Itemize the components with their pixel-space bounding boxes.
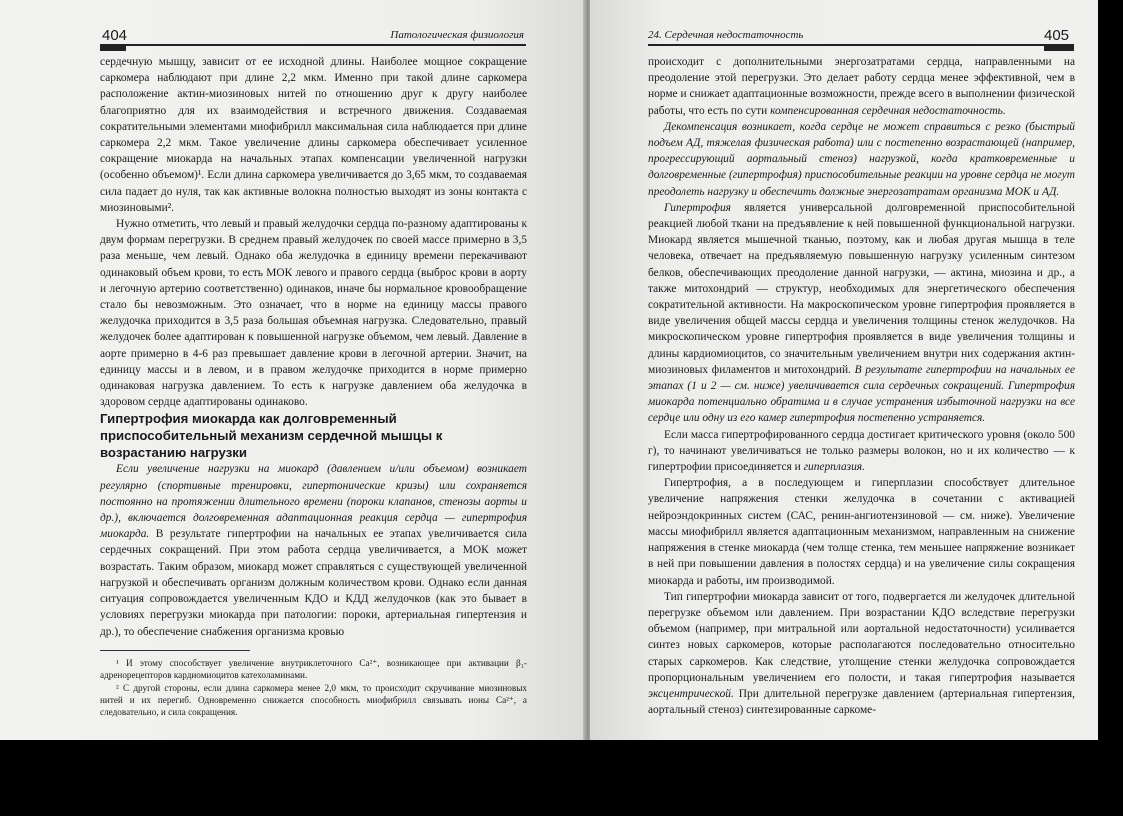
right-text-column <box>648 54 1075 718</box>
right-paragraph-6-italic: эксцентрической. <box>648 687 734 700</box>
right-paragraph-3-text: является универсальной долговременной приспособительной реакцией любой ткани на предъявление к ней повышенной функциональной нагрузки. Миокард является мышечной тканью, поэтому, как и любая другая мышца в теле человека, отвечает на предъявляемую повышенную нагрузку усиленным синтезом белков, обеспечивающих преодоление данной нагрузки, — актина, миозина и др., а также митохондрий — структур, необходимых для энергетического обеспечения сократительной активности. На макроскопическом уровне гипертрофия проявляется в виде увеличения общей массы сердца и увеличения толщины стенок желудочков. На микроскопическом уровне гипертрофия проявляется в виде увеличения толщины и длины кардиомиоцитов, со значительным увеличением внутри них содержания актин-миозиновых филаментов и митохондрий. <box>648 201 1075 376</box>
left-running-head: Патологическая физиология <box>390 29 524 41</box>
left-page-number: 404 <box>102 27 128 44</box>
right-page <box>590 0 1100 740</box>
scan-border <box>1098 0 1123 816</box>
right-header-rule <box>648 44 1074 46</box>
right-paragraph-3-italic-a: Гипертрофия <box>664 201 731 214</box>
left-page <box>0 0 586 740</box>
left-paragraph-2: Нужно отметить, что левый и правый желудочки сердца по-разному адаптированы к двум формам перегрузки. В среднем правый желудочек по своей массе примерно в 3,5 раза меньше, чем левый. Однако оба желудочка в единицу времени перекачивают одинаковый объем крови, то есть МОК левого и правого сердца (выброс крови в аорту и легочную артерию соответственно) одинаков, иначе бы нормальное кровообращение стало бы невозможным. Это означает, что в норме на единицу массы правого желудочка приходится в 3,5 раза большая объемная нагрузка. Следовательно, правый желудочек более адаптирован к повышенной нагрузке объемом, чем левый. Давление в аорте примерно в 4-6 раз превышает давление крови в легочной артерии. Значит, на единицу массы и в левом, и в правом желудочке приходится в норме примерно одинаковая нагрузка давлением. То есть к нагрузке давлением оба желудочка в здоровом сердце адаптированы одинаково. <box>100 218 527 409</box>
right-paragraph-4-text: Если масса гипертрофированного сердца достигает критического уровня (около 500 г), то начинают увеличиваться не только размеры волокон, но и их количество — к гипертрофии присоединяется и <box>648 428 1075 474</box>
right-paragraph-3-italic-b: В результате гипертрофии на начальных ее этапах (1 и 2 — см. ниже) увеличивается сила сердечных сокращений. Гипертрофия миокарда потенциально обратима и в случае устранения избыточной нагрузки на все сердце или одну из его камер гипертрофия постепенно устраняется. <box>648 363 1076 425</box>
right-paragraph-1 <box>648 54 1075 119</box>
left-text-column <box>100 54 527 719</box>
right-paragraph-3 <box>648 200 1075 427</box>
right-paragraph-1-text: происходит с дополнительными энергозатратами сердца, направленными на преодоление этой перегрузки. Это делает работу сердца менее эффективной, чем в норме и снижает адаптационные возможности, прежде всего в выполнении физической работы, что есть по сути <box>648 56 1075 117</box>
right-paragraph-5: Гипертрофия, а в последующем и гиперплазии способствует длительное увеличение напряжения стенки желудочка в сочетании с активацией нейроэндокринных систем (САС, ренин-ангиотензиновой — см. ниже). Увеличение массы миофибрилл является адаптационным механизмом, направленным на снижение напряжения в стенке миокарда (чем толще стенка, тем меньшее напряжение возникает в ней при повышении давления в полостях сердца) и на увеличение силы сокращения миокарда и работы, им производимой. <box>648 477 1075 587</box>
left-paragraph-1: сердечную мышцу, зависит от ее исходной длины. Наиболее мощное сокращение саркомера наблюдают при длине 2,2 мкм. Именно при такой длине саркомера расположение актин-миозиновых нитей по отношению друг к другу наиболее благоприятно для их взаимодействия и встречного движения. Создаваемая сократительными элементами миофибрилл максимальная сила наблюдается при длине саркомера 2,2 мкм. Такое увеличение длины саркомера обеспечивает усиленное сокращение миокарда на начальных этапах компенсации увеличенной нагрузки (особенно объемом)¹. Если длина саркомера увеличивается до 3,65 мкм, то создаваемая сила падает до нуля, так как активные волокна полностью выходят из зоны контакта с миозиновыми². <box>100 56 527 214</box>
footnote-2: ² С другой стороны, если длина саркомера менее 2,0 мкм, то происходит скручивание миозиновых нитей и их перегиб. Одновременно снижается способность миофибрилл связывать ионы Ca²⁺, а следовательно, и сила сокращения. <box>100 682 527 718</box>
right-paragraph-1-italic: компенсированная сердечная недостаточность. <box>770 104 1006 117</box>
right-paragraph-6-end: При длительной перегрузке давлением (артериальная гипертензия, аортальный стеноз) синтезированные саркоме- <box>648 687 1075 717</box>
right-page-number: 405 <box>1044 27 1070 44</box>
left-paragraph-3 <box>100 461 527 639</box>
footnote-rule <box>100 650 250 651</box>
left-header-rule <box>100 44 526 46</box>
right-paragraph-2 <box>648 119 1075 200</box>
left-header-marker <box>100 46 126 51</box>
section-heading: Гипертрофия миокарда как долговременный приспособительный механизм сердечной мышцы к возрастанию нагрузки <box>100 411 443 461</box>
right-paragraph-2-italic: Декомпенсация возникает, когда сердце не может справиться с резко (быстрый подъем АД, тяжелая физическая работа) или с постепенно возрастающей (например, прогрессирующий аортальный стеноз) нагрузкой, когда кратковременные и долговременные (гипертрофия) приспособительные реакции на уровне сердца не могут преодолеть нагрузку и обеспечить должные энергозатратам организма МОК и АД. <box>648 120 1075 198</box>
right-running-head: 24. Сердечная недостаточность <box>648 29 804 41</box>
left-paragraph-3-italic: Если увеличение нагрузки на миокард (давлением и/или объемом) возникает регулярно (спортивные тренировки, гипертонические кризы) или сохраняется постоянно на протяжении длительного времени (пороки клапанов, стенозы аорты и др.), включается долговременная адаптационная реакция сердца — гипертрофия миокарда. <box>100 463 527 541</box>
left-paragraph-3-rest: В результате гипертрофии на начальных ее этапах увеличивается сила сердечных сокращений. При этом работа сердца увеличивается, а МОК может возрастать. Таким образом, миокард может справляться с существующей увеличенной нагрузкой и обеспечивать организм должным количеством крови. Однако если данная ситуация сопровождается увеличенным КДО и КДД желудочков (как это бывает в условиях перегрузки миокарда при патологии: пороки, артериальная гипертензия и др.), то обеспечение снабжения организма кровью <box>100 528 527 638</box>
right-paragraph-4-italic: гиперплазия. <box>803 461 865 474</box>
right-header-marker <box>1044 46 1074 51</box>
footnote-1: ¹ И этому способствует увеличение внутриклеточного Ca²⁺, возникающее при активации β₁-адренорецепторов кардиомиоцитов катехоламинами. <box>100 657 527 681</box>
right-paragraph-4 <box>648 427 1075 476</box>
right-paragraph-6 <box>648 589 1075 719</box>
right-paragraph-6-text: Тип гипертрофии миокарда зависит от того, подвергается ли желудочек длительной перегрузке объемом или давлением. При возрастании КДО вследствие перегрузки объемом (например, при митральной или аортальной недостаточности) усиливается синтез новых саркомеров, которые располагаются последовательно относительно старых саркомеров. Как следствие, утолщение стенки желудочка сопровождается пропорциональным увеличением его полости, и такая гипертрофия называется <box>648 590 1075 684</box>
